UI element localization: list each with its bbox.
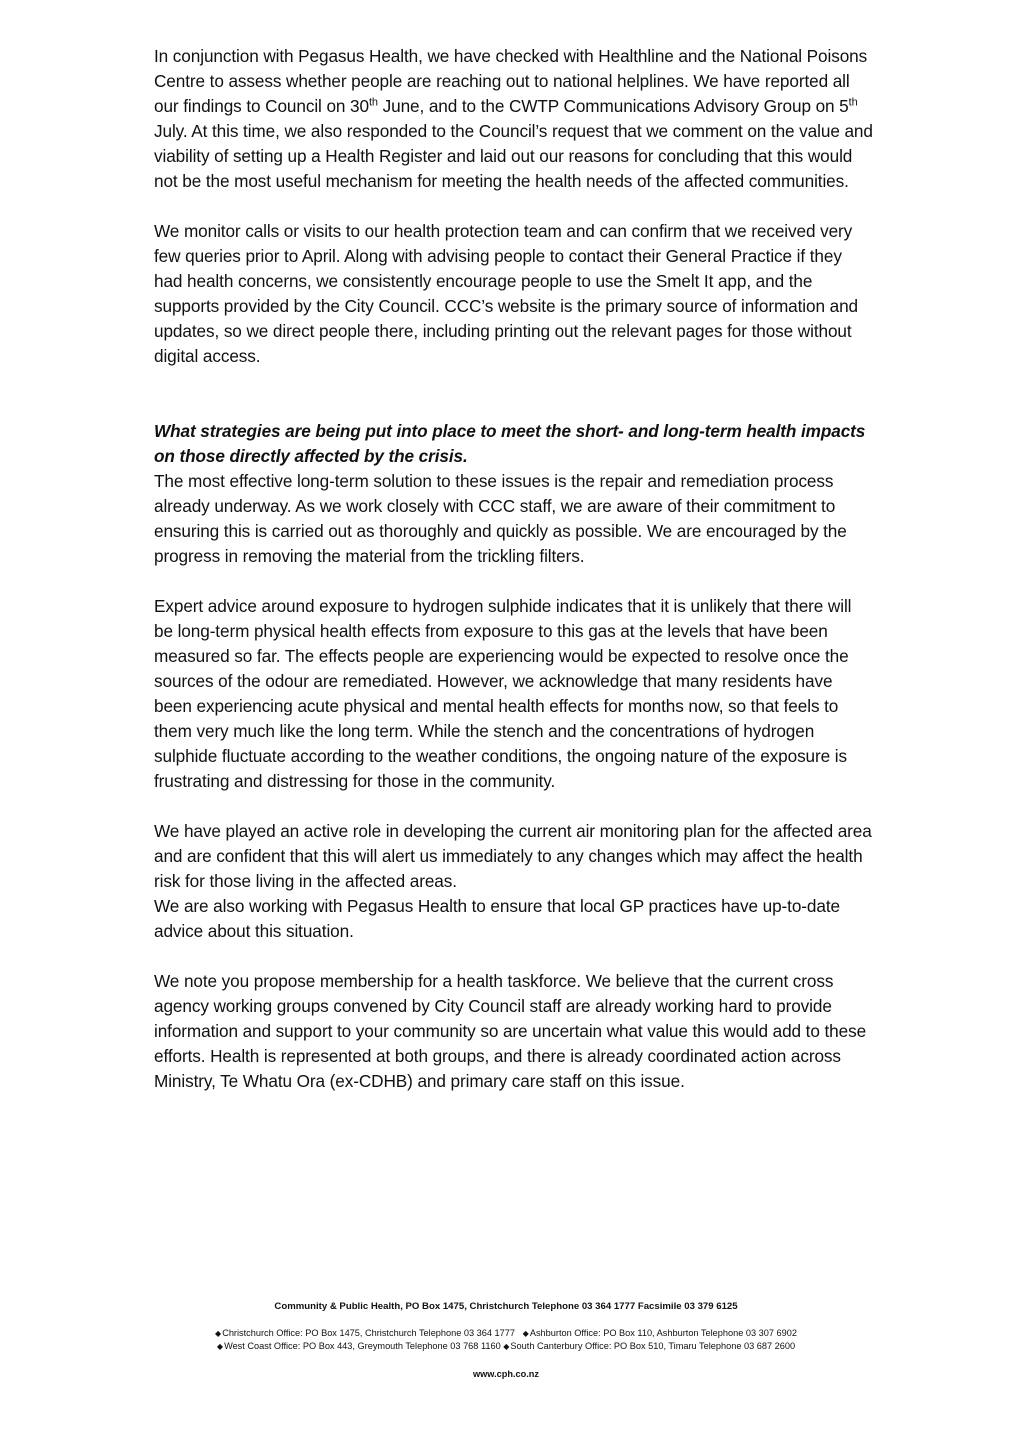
paragraph-taskforce: We note you propose membership for a health taskforce. We believe that the current cross agency working groups convened by City Council staff are already working hard to provide information and support to your community so are uncertain what value this would add to these efforts. Health is represented at both groups, and there is already coordinated action across Ministry, Te Whatu Ora (ex-CDHB) and primary care staff on this issue. [154,971,867,1091]
westcoast-office: West Coast Office: PO Box 443, Greymouth Telephone 03 768 1160 [224,1341,501,1351]
southcanterbury-office: South Canterbury Office: PO Box 510, Timaru Telephone 03 687 2600 [510,1341,796,1351]
ashburton-office: Ashburton Office: PO Box 110, Ashburton Telephone 03 307 6902 [529,1328,797,1338]
ordinal-suffix: th [848,96,858,109]
footer-office-row [0,1327,1012,1340]
paragraph-expert-advice: Expert advice around exposure to hydrogen sulphide indicates that it is unlikely that there will be long-term physical health effects from exposure to this gas at the levels that have been measured so far. The effects people are experiencing would be expected to resolve once the sources of the odour are remediated. However, we acknowledge that many residents have been experiencing acute physical and mental health effects for months now, so that feels to them very much like the long term. While the stench and the concentrations of hydrogen sulphide fluctuate according to the weather conditions, the ongoing nature of the exposure is frustrating and distressing for those in the community. [154,596,852,791]
paragraph-text: June, and to the CWTP Communications Advisory Group on 5 [377,96,849,116]
paragraph-monitor-calls: We monitor calls or visits to our health protection team and can confirm that we received very few queries prior to April. Along with advising people to contact their General Practice if they had health concerns, we consistently encourage people to use the Smelt It app, and the supports provided by the City Council. CCC’s website is the primary source of information and updates, so we direct people there, including printing out the relevant pages for those without digital access. [154,221,858,366]
diamond-bullet-icon: ◆ [503,1342,510,1351]
paragraph-helplines [154,44,874,194]
paragraph-air-monitoring [154,819,874,944]
christchurch-office: Christchurch Office: PO Box 1475, Christchurch Telephone 03 364 1777 [222,1328,515,1338]
paragraph-text: July. At this time, we also responded to the Council’s request that we comment on the value and viability of setting up a Health Register and laid out our reasons for concluding that this would not be the most useful mechanism for meeting the health needs of the affected communities. [154,121,873,191]
paragraph-text: We have played an active role in developing the current air monitoring plan for the affected area and are confident that this will alert us immediately to any changes which may affect the health risk for those living in the affected areas. [154,821,872,891]
diamond-bullet-icon: ◆ [522,1329,529,1338]
letter-body [154,44,874,1119]
letterhead-footer [0,1300,1012,1379]
footer-website: www.cph.co.nz [472,1369,540,1379]
section-heading-strategies: What strategies are being put into place to meet the short- and long-term health impacts on those directly affected by the crisis. [154,421,866,466]
paragraph-text: We are also working with Pegasus Health to ensure that local GP practices have up-to-date advice about this situation. [154,896,840,941]
ordinal-suffix: th [368,96,378,109]
footer-offices [0,1327,1012,1353]
diamond-bullet-icon: ◆ [215,1329,222,1338]
footer-office-row [0,1340,1012,1353]
diamond-bullet-icon: ◆ [216,1342,224,1351]
paragraph-text: In conjunction with Pegasus Health, we have checked with Healthline and the National Poisons Centre to assess whether people are reaching out to national helplines. We have reported all our findings to Council on 30 [154,46,868,116]
footer-main-address: Community & Public Health, PO Box 1475, Christchurch Telephone 03 364 1777 Facsimile 03 379 6125 [274,1301,738,1312]
paragraph-remediation: The most effective long-term solution to these issues is the repair and remediation process already underway. As we work closely with CCC staff, we are aware of their commitment to ensuring this is carried out as thoroughly and quickly as possible. We are encouraged by the progress in removing the material from the trickling filters. [154,471,847,566]
